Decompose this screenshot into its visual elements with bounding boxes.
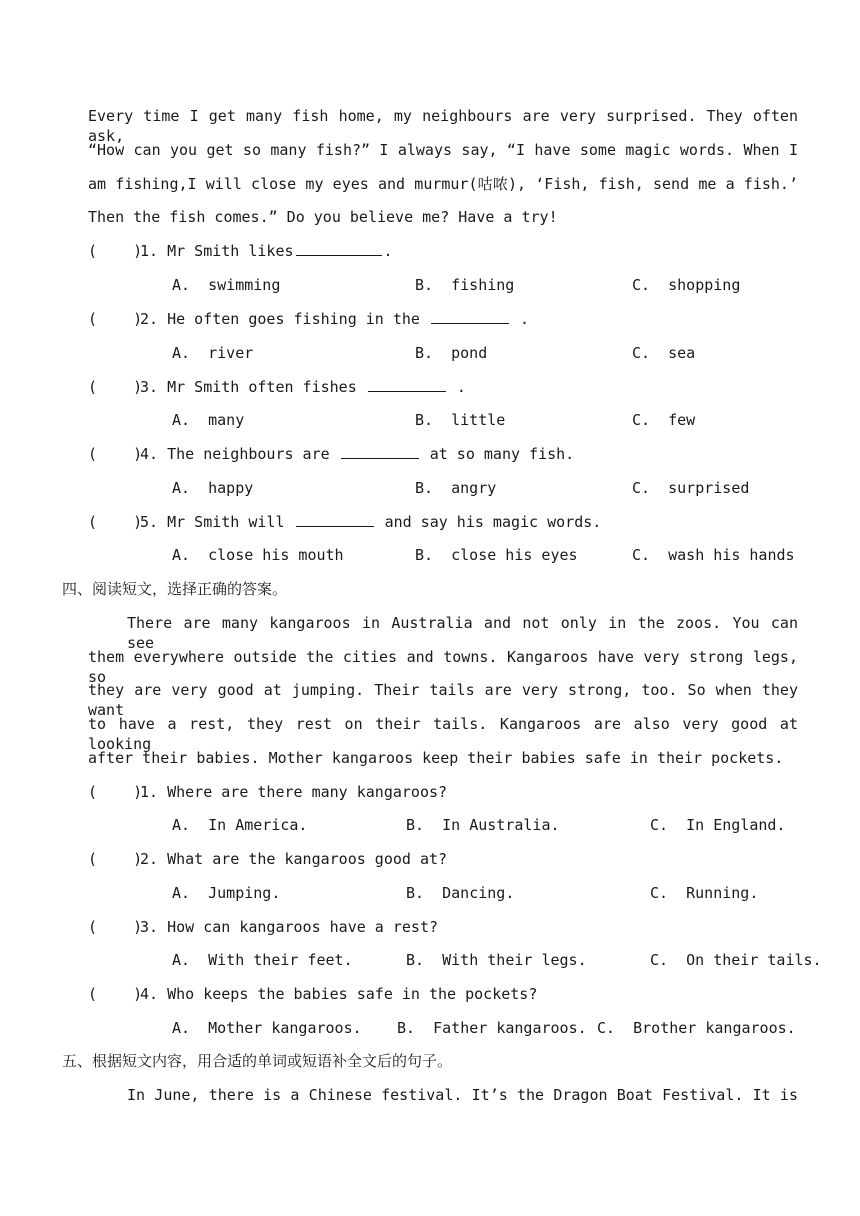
question-number: 4. <box>140 985 159 1003</box>
option-a[interactable]: A. river <box>172 344 254 362</box>
fill-blank[interactable] <box>431 309 509 324</box>
question-stem: What are the kangaroos good at? <box>167 850 448 868</box>
option-c[interactable]: C. Brother kangaroos. <box>597 1019 796 1037</box>
answer-paren[interactable]: ( ) <box>88 242 143 260</box>
question-number: 3. <box>140 918 159 936</box>
option-c[interactable]: C. On their tails. <box>650 951 822 969</box>
answer-paren[interactable]: ( ) <box>88 850 143 868</box>
answer-paren[interactable]: ( ) <box>88 445 143 463</box>
option-b[interactable]: B. In Australia. <box>406 816 560 834</box>
question-text <box>140 512 601 532</box>
answer-paren[interactable]: ( ) <box>88 378 143 396</box>
option-b[interactable]: B. Dancing. <box>406 884 515 902</box>
question-stem-end: . <box>456 378 466 396</box>
answer-paren[interactable]: ( ) <box>88 918 143 936</box>
option-a[interactable]: A. close his mouth <box>172 546 344 564</box>
fill-blank[interactable] <box>368 377 446 392</box>
option-b[interactable]: B. With their legs. <box>406 951 587 969</box>
option-b[interactable]: B. close his eyes <box>415 546 578 564</box>
question-number: 1. <box>140 783 159 801</box>
option-a[interactable]: A. happy <box>172 479 254 497</box>
option-b[interactable]: B. little <box>415 411 506 429</box>
question-text <box>140 309 529 329</box>
passage-line: Then the fish comes.” Do you believe me? Have a try! <box>88 208 558 226</box>
option-b[interactable]: B. angry <box>415 479 497 497</box>
question-stem-end: at so many fish. <box>429 445 575 463</box>
option-b[interactable]: B. Father kangaroos. <box>397 1019 587 1037</box>
option-a[interactable]: A. With their feet. <box>172 951 353 969</box>
question-text <box>140 377 466 397</box>
option-a[interactable]: A. Jumping. <box>172 884 281 902</box>
question-stem: Mr Smith often fishes <box>167 378 357 396</box>
option-b[interactable]: B. pond <box>415 344 488 362</box>
question-stem: Who keeps the babies safe in the pockets? <box>167 985 538 1003</box>
question-stem-end: . <box>383 242 393 260</box>
passage-line: In June, there is a Chinese festival. It’s the Dragon Boat Festival. It is <box>127 1086 798 1104</box>
option-c[interactable]: C. surprised <box>632 479 750 497</box>
option-c[interactable]: C. In England. <box>650 816 786 834</box>
fill-blank[interactable] <box>341 444 419 459</box>
option-c[interactable]: C. Running. <box>650 884 759 902</box>
option-b[interactable]: B. fishing <box>415 276 515 294</box>
passage-line: them everywhere outside the cities and towns. Kangaroos have very strong legs, so <box>88 648 798 686</box>
passage-line: they are very good at jumping. Their tails are very strong, too. So when they want <box>88 681 798 719</box>
question-text <box>140 782 447 802</box>
question-stem-end: . <box>520 310 530 328</box>
option-a[interactable]: A. many <box>172 411 245 429</box>
question-stem: He often goes fishing in the <box>167 310 420 328</box>
passage-line: after their babies. Mother kangaroos keep their babies safe in their pockets. <box>88 749 784 767</box>
passage-line: Every time I get many fish home, my neighbours are very surprised. They often ask, <box>88 107 798 145</box>
question-number: 3. <box>140 378 159 396</box>
passage-line: to have a rest, they rest on their tails. Kangaroos are also very good at looking <box>88 715 798 753</box>
question-number: 2. <box>140 310 159 328</box>
passage-line: There are many kangaroos in Australia and not only in the zoos. You can see <box>127 614 798 652</box>
passage-line: “How can you get so many fish?” I always say, “I have some magic words. When I <box>88 141 798 159</box>
fill-blank[interactable] <box>296 241 382 256</box>
section-heading: 四、阅读短文，选择正确的答案。 <box>62 580 288 598</box>
question-stem: How can kangaroos have a rest? <box>167 918 439 936</box>
question-number: 5. <box>140 513 159 531</box>
question-number: 1. <box>140 242 159 260</box>
question-text <box>140 849 447 869</box>
question-stem: Mr Smith likes <box>167 242 294 260</box>
question-text <box>140 917 438 937</box>
answer-paren[interactable]: ( ) <box>88 310 143 328</box>
option-c[interactable]: C. shopping <box>632 276 741 294</box>
question-stem: The neighbours are <box>167 445 330 463</box>
question-text <box>140 241 393 261</box>
answer-paren[interactable]: ( ) <box>88 513 143 531</box>
question-number: 2. <box>140 850 159 868</box>
option-a[interactable]: A. swimming <box>172 276 281 294</box>
answer-paren[interactable]: ( ) <box>88 783 143 801</box>
question-stem: Where are there many kangaroos? <box>167 783 448 801</box>
answer-paren[interactable]: ( ) <box>88 985 143 1003</box>
question-number: 4. <box>140 445 159 463</box>
fill-blank[interactable] <box>296 512 374 527</box>
question-stem: Mr Smith will <box>167 513 285 531</box>
option-c[interactable]: C. few <box>632 411 696 429</box>
section-heading: 五、根据短文内容，用合适的单词或短语补全文后的句子。 <box>62 1052 453 1070</box>
question-text <box>140 444 574 464</box>
question-text <box>140 984 537 1004</box>
option-a[interactable]: A. Mother kangaroos. <box>172 1019 362 1037</box>
option-c[interactable]: C. wash his hands <box>632 546 795 564</box>
question-stem-end: and say his magic words. <box>384 513 602 531</box>
passage-line: am fishing,I will close my eyes and murmur(咕哝), ‘Fish, fish, send me a fish.’ <box>88 175 798 193</box>
option-c[interactable]: C. sea <box>632 344 696 362</box>
option-a[interactable]: A. In America. <box>172 816 308 834</box>
